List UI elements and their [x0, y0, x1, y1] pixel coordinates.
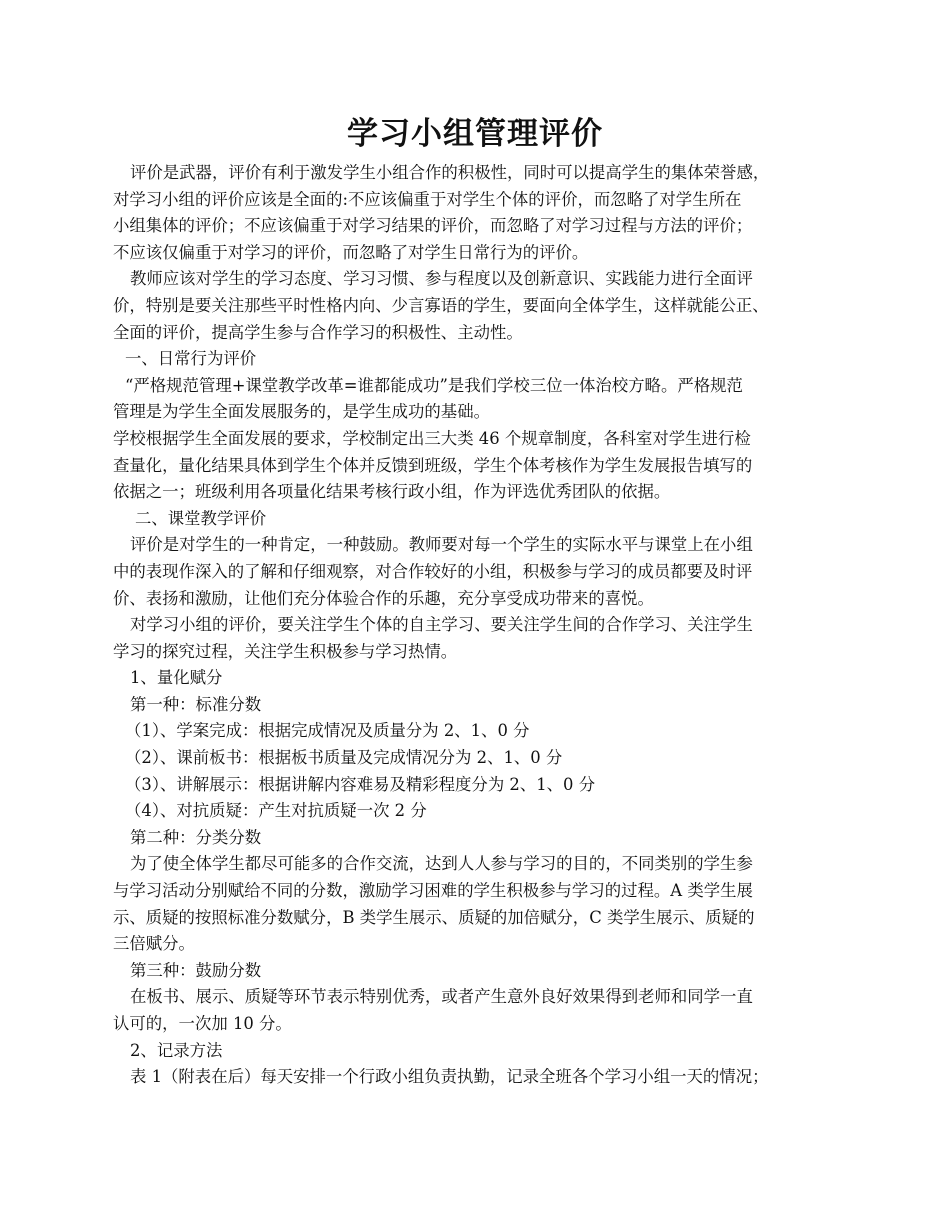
subsection-heading: 第三种：鼓励分数: [130, 960, 262, 980]
paragraph-line: 示、质疑的按照标准分数赋分，B 类学生展示、质疑的加倍赋分，C 类学生展示、质疑的: [113, 907, 755, 927]
document-title: 学习小组管理评价: [347, 116, 603, 152]
paragraph-line: 学习的探究过程，关注学生积极参与学习热情。: [113, 641, 458, 661]
paragraph-line: 价、表扬和激励，让他们充分体验合作的乐趣，充分享受成功带来的喜悦。: [113, 588, 654, 608]
paragraph-line: 表 1（附表在后）每天安排一个行政小组负责执勤，记录全班各个学习小组一天的情况；: [130, 1067, 769, 1087]
paragraph-line: 评价是武器，评价有利于激发学生小组合作的积极性，同时可以提高学生的集体荣誉感，: [130, 163, 770, 182]
paragraph-line: 学校根据学生全面发展的要求，学校制定出三大类 46 个规章制度，各科室对学生进行检: [113, 428, 751, 448]
paragraph-line: 评价是对学生的一种肯定，一种鼓励。教师要对每一个学生的实际水平与课堂上在小组: [130, 535, 753, 555]
subsection-heading: 1、量化赋分: [130, 668, 223, 688]
document-body: [113, 160, 853, 1091]
paragraph-line: “严格规范管理+课堂教学改革=谁都能成功”是我们学校三位一体治校方略。严格规范: [125, 375, 743, 395]
paragraph-line: 教师应该对学生的学习态度、学习习惯、参与程度以及创新意识、实践能力进行全面评: [130, 269, 753, 289]
paragraph-line: 全面的评价，提高学生参与合作学习的积极性、主动性。: [113, 322, 523, 342]
paragraph-line: 查量化，量化结果具体到学生个体并反馈到班级，学生个体考核作为学生发展报告填写的: [113, 455, 753, 475]
paragraph-line: 对学习小组的评价，要关注学生个体的自主学习、要关注学生间的合作学习、关注学生: [130, 615, 753, 635]
paragraph-line: 与学习活动分别赋给不同的分数，激励学习困难的学生积极参与学习的过程。A 类学生展: [113, 881, 753, 901]
paragraph-line: 不应该仅偏重于对学习的评价，而忽略了对学生日常行为的评价。: [113, 242, 589, 262]
subsection-heading: 第一种：标准分数: [130, 694, 262, 714]
section-heading: 二、课堂教学评价: [135, 508, 267, 528]
subsection-heading: 2、记录方法: [130, 1040, 223, 1060]
paragraph-line: 三倍赋分。: [113, 934, 195, 954]
paragraph-line: 管理是为学生全面发展服务的，是学生成功的基础。: [113, 402, 490, 422]
section-heading: 一、日常行为评价: [125, 349, 257, 369]
paragraph-line: 为了使全体学生都尽可能多的合作交流，达到人人参与学习的目的，不同类别的学生参: [130, 854, 753, 874]
paragraph-line: 依据之一；班级利用各项量化结果考核行政小组，作为评选优秀团队的依据。: [113, 482, 671, 502]
paragraph-line: 在板书、展示、质疑等环节表示特别优秀，或者产生意外良好效果得到老师和同学一直: [130, 987, 753, 1007]
paragraph-line: 价，特别是要关注那些平时性格内向、少言寡语的学生，要面向全体学生，这样就能公正、: [113, 295, 769, 315]
paragraph-line: 小组集体的评价；不应该偏重于对学习结果的评价，而忽略了对学习过程与方法的评价；: [113, 216, 753, 236]
list-item: （2）、课前板书：根据板书质量及完成情况分为 2、1、0 分: [125, 748, 563, 768]
paragraph-line: 对学习小组的评价应该是全面的:不应该偏重于对学生个体的评价，而忽略了对学生所在: [113, 189, 742, 209]
paragraph-line: 中的表现作深入的了解和仔细观察，对合作较好的小组，积极参与学习的成员都要及时评: [113, 561, 753, 581]
list-item: （3）、讲解展示：根据讲解内容难易及精彩程度分为 2、1、0 分: [125, 774, 596, 794]
paragraph-line: 认可的，一次加 10 分。: [113, 1014, 292, 1033]
subsection-heading: 第二种：分类分数: [130, 827, 262, 847]
list-item: （4）、对抗质疑：产生对抗质疑一次 2 分: [125, 801, 427, 821]
list-item: （1）、学案完成：根据完成情况及质量分为 2、1、0 分: [125, 721, 530, 741]
